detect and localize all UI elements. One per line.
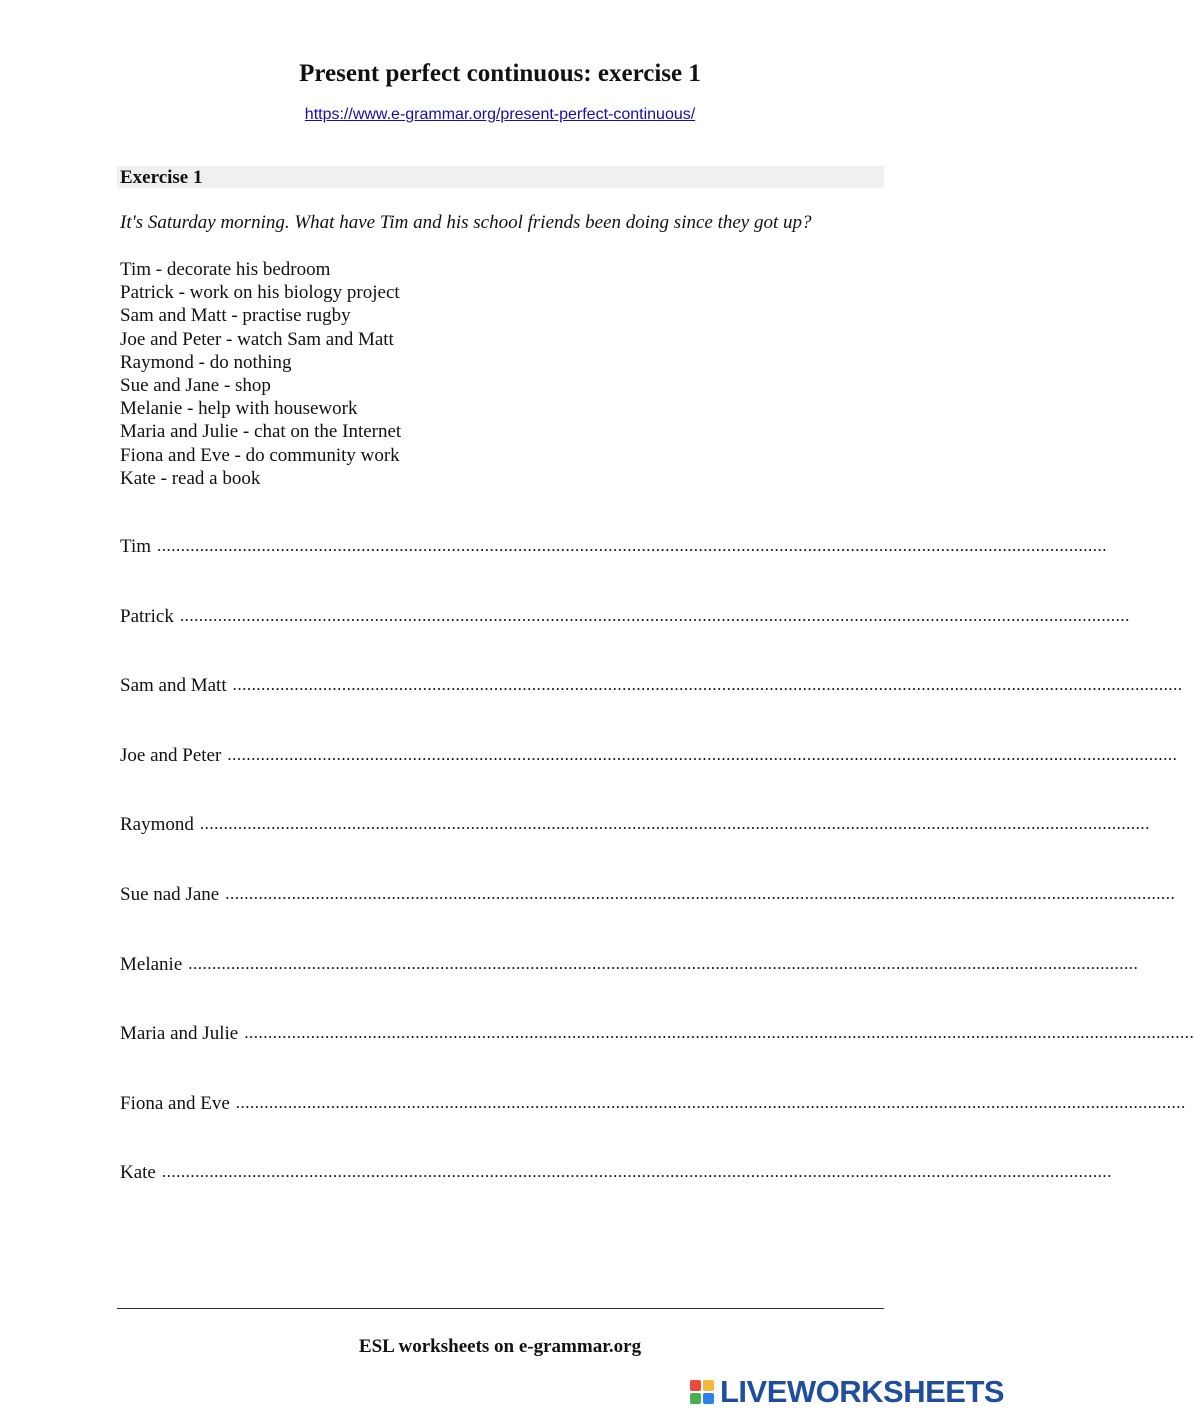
answer-label: Tim (120, 536, 151, 557)
answer-blank[interactable]: ........................................................................................................................................................................................................ (235, 1092, 1186, 1112)
page-title: Present perfect continuous: exercise 1 (299, 60, 701, 87)
footer-text: ESL worksheets on e-grammar.org (358, 1336, 642, 1357)
answer-row (120, 605, 1130, 676)
answer-row (120, 953, 1139, 1024)
answer-label: Maria and Julie (120, 1023, 239, 1045)
prompt-item: Fiona and Eve - do community work (120, 444, 400, 466)
answer-row (120, 1162, 1112, 1232)
prompt-item: Patrick - work on his biology project (120, 282, 400, 304)
prompt-item: Sue and Jane - shop (120, 374, 271, 396)
source-link[interactable]: https://www.e-grammar.org/present-perfect-continuous/ (304, 106, 696, 123)
prompt-item: Melanie - help with housework (120, 398, 358, 420)
footer-divider (117, 1308, 884, 1309)
answer-blank[interactable]: ........................................................................................................................................................................................................ (225, 883, 1176, 903)
answer-row (120, 675, 1183, 745)
logo-square (690, 1393, 701, 1404)
prompt-item: Sam and Matt - practise rugby (120, 305, 351, 327)
answer-label: Fiona and Eve (120, 1092, 230, 1114)
answer-label: Sue nad Jane (120, 883, 220, 905)
answer-label: Joe and Peter (120, 744, 222, 766)
logo-square (690, 1380, 701, 1391)
answer-blank[interactable]: ........................................................................................................................................................................................................ (157, 536, 1107, 555)
answer-blank[interactable]: ........................................................................................................................................................................................................ (188, 953, 1139, 973)
answer-row (120, 536, 1107, 606)
prompt-item: Maria and Julie - chat on the Internet (120, 421, 402, 443)
prompt-item: Joe and Peter - watch Sam and Matt (120, 328, 394, 350)
answer-blank[interactable]: ........................................................................................................................................................................................................ (232, 675, 1183, 695)
prompt-item: Raymond - do nothing (120, 351, 292, 373)
prompt-item: Kate - read a book (120, 467, 261, 489)
answer-blank[interactable]: ........................................................................................................................................................................................................ (227, 744, 1178, 764)
answer-blank[interactable]: ........................................................................................................................................................................................................ (244, 1023, 1194, 1043)
answer-label: Kate (120, 1162, 156, 1184)
liveworksheets-logo-icon (690, 1380, 714, 1404)
answer-row (120, 814, 1150, 884)
exercise-heading-bar (117, 166, 884, 188)
answer-list (120, 536, 1194, 1232)
answer-blank[interactable]: ........................................................................................................................................................................................................ (199, 814, 1150, 834)
answer-row (120, 1092, 1186, 1163)
prompt-item: Tim - decorate his bedroom (120, 259, 331, 280)
source-link-wrapper (0, 106, 1000, 124)
answer-label: Patrick (120, 605, 174, 627)
prompt-list (120, 258, 401, 490)
answer-row (120, 744, 1178, 815)
answer-label: Melanie (120, 953, 183, 975)
exercise-heading: Exercise 1 (120, 167, 203, 188)
answer-label: Sam and Matt (120, 675, 227, 697)
logo-square (703, 1380, 714, 1391)
exercise-instruction: It's Saturday morning. What have Tim and his school friends been doing since they got up? (120, 212, 812, 233)
logo-square (703, 1393, 714, 1404)
answer-row (120, 1023, 1194, 1093)
answer-blank[interactable]: ........................................................................................................................................................................................................ (161, 1162, 1112, 1182)
answer-blank[interactable]: ........................................................................................................................................................................................................ (179, 605, 1130, 625)
liveworksheets-logo-text: LIVEWORKSHEETS (720, 1374, 1005, 1409)
answer-label: Raymond (120, 814, 194, 836)
answer-row (120, 883, 1176, 954)
liveworksheets-logo (690, 1374, 1004, 1410)
